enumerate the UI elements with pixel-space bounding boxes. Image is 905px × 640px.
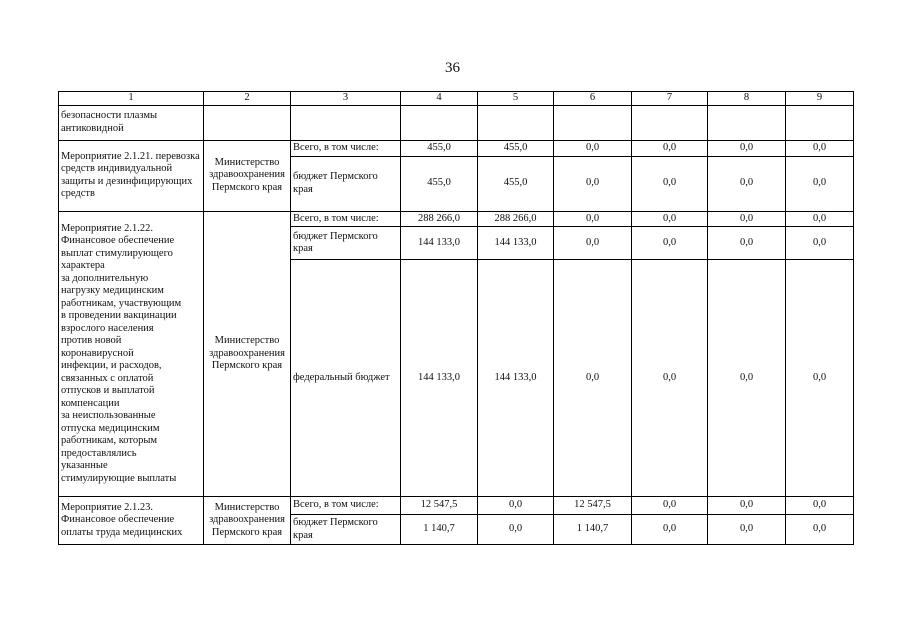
measure-name-line: стимулирующие выплаты <box>61 472 177 484</box>
empty-cell <box>786 105 854 140</box>
value-cell: 0,0 <box>478 515 554 545</box>
executor-cell: Министерство здравоохранения Пермского края <box>204 140 291 211</box>
measure-name-line: за неиспользованные <box>61 410 156 421</box>
funding-source-cell: федеральный бюджет <box>291 260 401 497</box>
measure-name-line: работникам, участвующим <box>61 297 182 309</box>
value-cell: 0,0 <box>708 497 786 515</box>
header-cell: 2 <box>204 92 291 106</box>
header-cell: 8 <box>708 92 786 106</box>
value-cell: 288 266,0 <box>478 211 554 227</box>
measure-name-line: Мероприятие 2.1.22. <box>61 222 154 234</box>
funding-source-cell: Всего, в том числе: <box>291 497 401 515</box>
measure-name-cell: Мероприятие 2.1.23. Финансовое обеспечение оплаты труда медицинских <box>59 497 204 545</box>
header-cell: 4 <box>401 92 478 106</box>
measure-name-line: работникам, которым <box>61 435 158 446</box>
value-cell: 0,0 <box>786 497 854 515</box>
value-cell: 144 133,0 <box>401 260 478 497</box>
value-cell: 0,0 <box>786 211 854 227</box>
value-cell: 455,0 <box>478 156 554 211</box>
value-cell: 144 133,0 <box>478 260 554 497</box>
header-cell: 7 <box>632 92 708 106</box>
value-cell: 0,0 <box>554 156 632 211</box>
measure-name-line: за дополнительную <box>61 272 149 284</box>
value-cell: 0,0 <box>786 156 854 211</box>
table-row <box>59 140 854 156</box>
measure-name-line: указанные <box>61 460 108 471</box>
measure-name-cell <box>59 211 204 497</box>
page-number: 36 <box>445 60 460 76</box>
measure-name-line: связанных с оплатой <box>61 372 154 384</box>
empty-cell <box>291 105 401 140</box>
value-cell: 144 133,0 <box>401 227 478 260</box>
value-cell: 0,0 <box>554 227 632 260</box>
measure-name-line: характера <box>61 260 105 271</box>
value-cell: 0,0 <box>554 140 632 156</box>
measure-name-line: предоставлялись <box>61 447 137 459</box>
measure-name-cell: безопасности плазмы антиковидной <box>59 105 204 140</box>
value-cell: 0,0 <box>632 156 708 211</box>
value-cell: 12 547,5 <box>554 497 632 515</box>
header-cell: 3 <box>291 92 401 106</box>
value-cell: 0,0 <box>708 211 786 227</box>
value-cell: 0,0 <box>632 260 708 497</box>
executor-cell: Министерство здравоохранения Пермского края <box>204 497 291 545</box>
measure-name-line: отпуска медицинским <box>61 422 160 434</box>
value-cell: 0,0 <box>708 515 786 545</box>
value-cell: 0,0 <box>786 515 854 545</box>
table-row <box>59 497 854 515</box>
measure-name-line: инфекции, и расходов, <box>61 360 162 371</box>
value-cell: 0,0 <box>708 156 786 211</box>
empty-cell <box>708 105 786 140</box>
value-cell: 0,0 <box>708 140 786 156</box>
value-cell: 0,0 <box>708 227 786 260</box>
measure-name-cell: Мероприятие 2.1.21. перевозка средств индивидуальной защиты и дезинфицирующих средств <box>59 140 204 211</box>
table-row <box>59 211 854 227</box>
empty-cell <box>401 105 478 140</box>
header-cell: 6 <box>554 92 632 106</box>
measure-name-line: против новой <box>61 335 122 346</box>
value-cell: 0,0 <box>632 140 708 156</box>
value-cell: 0,0 <box>554 260 632 497</box>
funding-source-cell: бюджет Пермского края <box>291 156 401 211</box>
measure-name-line: отпусков и выплатой <box>61 385 155 396</box>
value-cell: 0,0 <box>632 497 708 515</box>
value-cell: 0,0 <box>478 497 554 515</box>
value-cell: 0,0 <box>554 211 632 227</box>
measure-name-line: выплат стимулирующего <box>61 247 173 259</box>
funding-source-cell: Всего, в том числе: <box>291 211 401 227</box>
measure-name-line: компенсации <box>61 397 120 409</box>
value-cell: 0,0 <box>708 260 786 497</box>
program-table <box>58 91 854 545</box>
value-cell: 455,0 <box>478 140 554 156</box>
table-row <box>59 105 854 140</box>
funding-source-cell: Всего, в том числе: <box>291 140 401 156</box>
empty-cell <box>554 105 632 140</box>
value-cell: 12 547,5 <box>401 497 478 515</box>
header-cell: 9 <box>786 92 854 106</box>
measure-name-line: нагрузку медицинским <box>61 285 164 296</box>
measure-name-line: взрослого населения <box>61 322 154 334</box>
funding-source-cell: бюджет Пермского края <box>291 227 401 260</box>
measure-name-line: коронавирусной <box>61 347 134 359</box>
value-cell: 455,0 <box>401 140 478 156</box>
value-cell: 0,0 <box>786 260 854 497</box>
measure-name-line: Финансовое обеспечение <box>61 235 175 246</box>
value-cell: 288 266,0 <box>401 211 478 227</box>
empty-cell <box>478 105 554 140</box>
header-cell: 1 <box>59 92 204 106</box>
value-cell: 0,0 <box>786 140 854 156</box>
header-row <box>59 92 854 106</box>
value-cell: 0,0 <box>632 227 708 260</box>
value-cell: 455,0 <box>401 156 478 211</box>
value-cell: 1 140,7 <box>554 515 632 545</box>
value-cell: 144 133,0 <box>478 227 554 260</box>
funding-source-cell: бюджет Пермского края <box>291 515 401 545</box>
header-cell: 5 <box>478 92 554 106</box>
value-cell: 0,0 <box>632 211 708 227</box>
value-cell: 1 140,7 <box>401 515 478 545</box>
measure-name-line: в проведении вакцинации <box>61 310 177 321</box>
value-cell: 0,0 <box>786 227 854 260</box>
value-cell: 0,0 <box>632 515 708 545</box>
empty-cell <box>632 105 708 140</box>
empty-cell <box>204 105 291 140</box>
executor-cell: Министерство здравоохранения Пермского края <box>204 211 291 497</box>
